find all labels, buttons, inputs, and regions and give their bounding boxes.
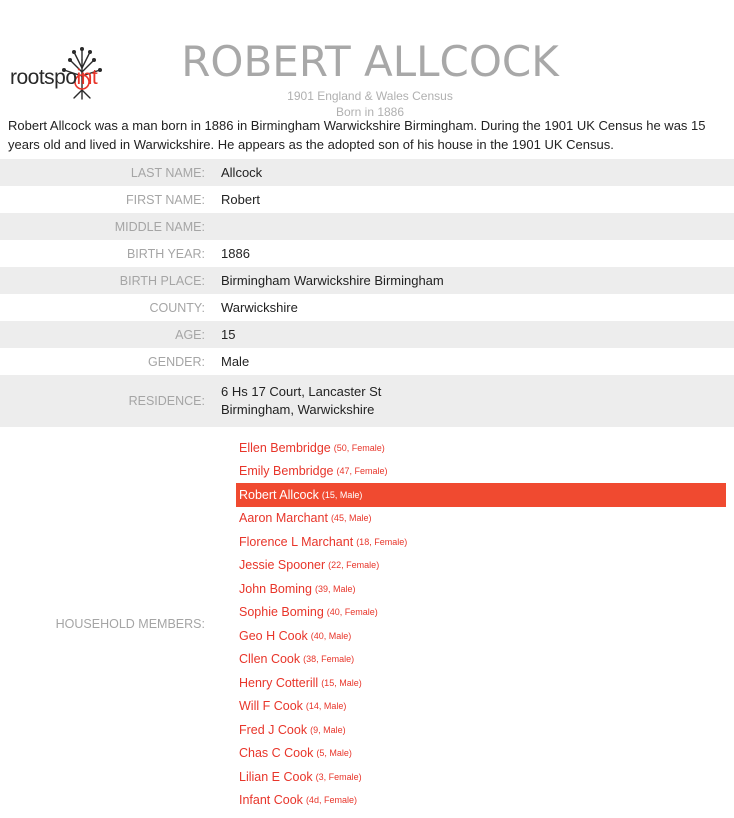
household-member-link[interactable] — [236, 765, 726, 789]
member-name: Will F Cook — [239, 699, 303, 714]
member-details: (14, Male) — [305, 701, 347, 712]
member-details: (4d, Female) — [305, 795, 357, 806]
member-name: Henry Cotterill — [239, 675, 319, 690]
household-member-list — [236, 436, 726, 812]
member-details: (15, Male) — [321, 489, 363, 500]
household-member-link[interactable] — [236, 577, 726, 601]
household-member-link[interactable] — [236, 483, 726, 507]
residence-line-1: 6 Hs 17 Court, Lancaster St — [221, 384, 382, 399]
page-title: ROBERT ALLCOCK — [181, 37, 559, 86]
field-county: COUNTY: Warwickshire — [149, 299, 298, 315]
member-name: Florence L Marchant — [239, 534, 354, 549]
field-household-members: HOUSEHOLD MEMBERS: Ellen Bembridge (50, Female) Emily Bembridge (47, Female) Robert Allcock (15, Male) Aaron Marchant (45, Male) Florence L Marchant (18, Female) Jessie Spooner (22, Female) John Boming (39, Male) Sophie Boming (40, Female) Geo H Cook (40, Male) Cllen Cook (38, Female) Henry Cotterill (15, Male) Will F Cook (14, Male) Fred J Cook (9, Male) Chas C Cook (5, Male) Lilian E Cook (3, Female) Infant Cook (4d, Female) — [0, 427, 734, 818]
member-name: Chas C Cook — [239, 746, 314, 761]
member-details: (40, Female) — [326, 607, 378, 618]
census-label: 1901 England & Wales Census — [287, 89, 453, 103]
household-member-link[interactable] — [236, 742, 726, 766]
record-table — [0, 159, 734, 818]
household-member-link[interactable] — [236, 507, 726, 531]
field-first-name: FIRST NAME: Robert — [126, 191, 261, 207]
field-age: AGE: 15 — [0, 321, 734, 348]
field-middle-name: MIDDLE NAME: — [0, 213, 734, 240]
household-member-link[interactable] — [236, 648, 726, 672]
household-member-link[interactable] — [236, 530, 726, 554]
member-name: Geo H Cook — [239, 628, 308, 643]
member-details: (18, Female) — [356, 536, 408, 547]
household-member-link[interactable] — [236, 718, 726, 742]
field-residence: RESIDENCE: 6 Hs 17 Court, Lancaster St Birmingham, Warwickshire — [0, 375, 734, 427]
logo-wordmark: rootspoint — [10, 66, 98, 89]
residence-line-2: Birmingham, Warwickshire — [221, 402, 375, 417]
member-name: Infant Cook — [239, 793, 303, 808]
member-name: Jessie Spooner — [239, 558, 326, 573]
field-last-name: LAST NAME: Allcock — [0, 159, 734, 186]
member-details: (50, Female) — [333, 442, 385, 453]
member-details: (47, Female) — [336, 466, 388, 477]
field-birth-year: BIRTH YEAR: 1886 — [126, 245, 250, 261]
household-member-link[interactable] — [236, 554, 726, 578]
member-details: (15, Male) — [321, 677, 362, 688]
person-description: Robert Allcock was a man born in 1886 in Birmingham Warwickshire Birmingham. During the 1901 UK Census he was 15 years old and lived in Warwickshire. He appears as the adopted son of his house in the 1901 UK Census. — [8, 118, 706, 152]
member-details: (5, Male) — [316, 748, 352, 759]
member-name: Cllen Cook — [239, 652, 301, 667]
field-gender: GENDER: Male — [148, 353, 250, 369]
field-birth-place: BIRTH PLACE: Birmingham Warwickshire Birmingham — [0, 267, 734, 294]
birth-label: Born in 1886 — [335, 105, 405, 119]
member-name: Sophie Boming — [239, 605, 324, 620]
member-details: (22, Female) — [328, 560, 380, 571]
household-member-link[interactable] — [236, 671, 726, 695]
member-name: Robert Allcock — [239, 487, 319, 502]
rootspoint-logo[interactable] — [10, 46, 114, 102]
member-name: John Boming — [239, 581, 312, 596]
member-details: (39, Male) — [314, 583, 356, 594]
member-name: Aaron Marchant — [239, 511, 328, 526]
member-details: (40, Male) — [310, 630, 352, 641]
member-details: (3, Female) — [315, 771, 362, 782]
member-details: (45, Male) — [330, 513, 372, 524]
member-name: Lilian E Cook — [239, 769, 313, 784]
household-member-link[interactable] — [236, 601, 726, 625]
page-header — [180, 36, 560, 120]
member-details: (9, Male) — [310, 724, 346, 735]
household-member-link[interactable] — [236, 789, 726, 813]
household-member-link[interactable] — [236, 695, 726, 719]
member-details: (38, Female) — [303, 654, 355, 665]
household-member-link[interactable] — [236, 460, 726, 484]
member-name: Ellen Bembridge — [239, 440, 331, 455]
member-name: Fred J Cook — [239, 722, 308, 737]
household-member-link[interactable] — [236, 436, 726, 460]
household-member-link[interactable] — [236, 624, 726, 648]
member-name: Emily Bembridge — [239, 464, 334, 479]
